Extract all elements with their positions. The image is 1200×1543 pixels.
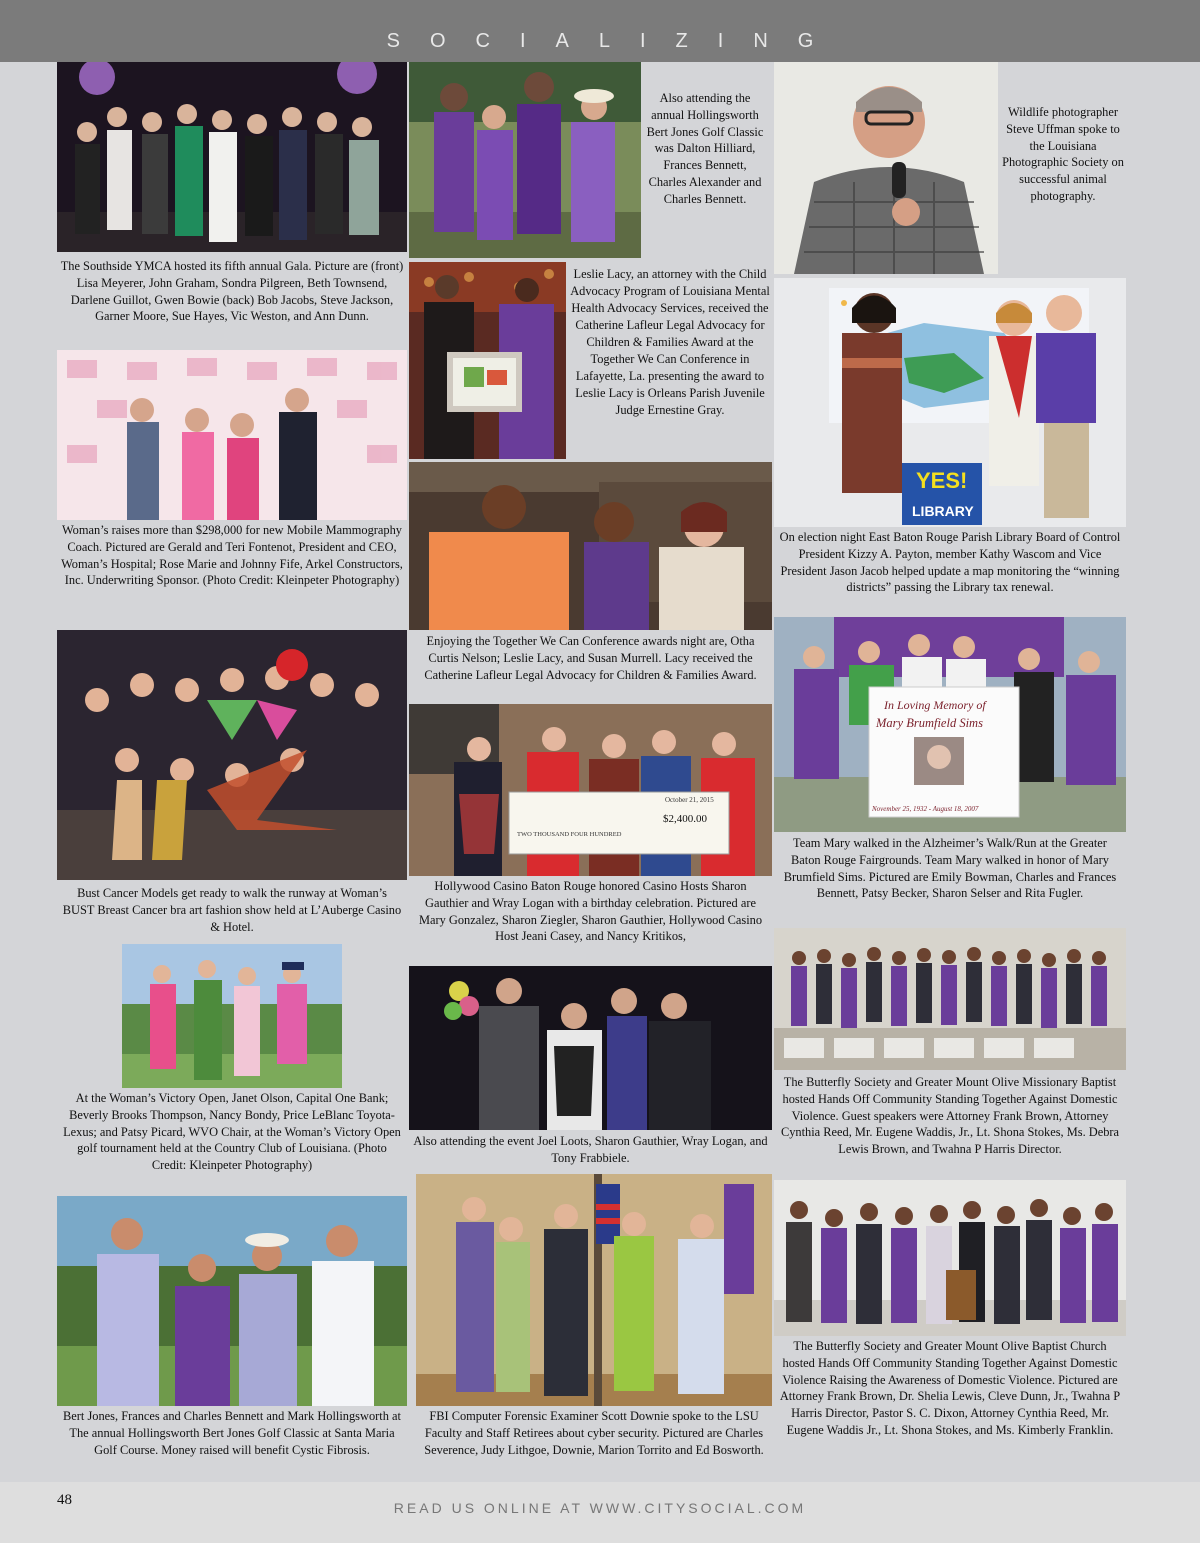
photo-team-mary bbox=[774, 617, 1126, 832]
banner-dates: November 25, 1932 - August 18, 2007 bbox=[872, 805, 979, 813]
photo-womans-mammography bbox=[57, 350, 407, 520]
photo-butterfly-society-2 bbox=[774, 1180, 1126, 1336]
caption-womans-mammography: Woman’s raises more than $298,000 for new Mobile Mammography Coach. Pictured are Gerald and Teri Fontenot, President and CEO, Woman’s Hospital; Rose Marie and Johnny Fife, Arkel Constructors, Inc. Underwriting Sponsor. (Photo Credit: Kleinpeter Photography) bbox=[61, 523, 403, 588]
photo-ymca-gala bbox=[57, 62, 407, 252]
page-number: 48 bbox=[57, 1492, 72, 1508]
caption-butterfly-society-1: The Butterfly Society and Greater Mount Olive Missionary Baptist hosted Hands Off Community Standing Together Against Domestic Violence. Guest speakers were Attorney Frank Brown, Attorney Cynthia Reed, Mr. Eugene Waddis, Jr., Lt. Shona Stokes, Ms. Debra Lewis Brown, and Twahna P Harris Director. bbox=[780, 1075, 1120, 1157]
photo-hollingsworth-golf bbox=[409, 62, 641, 258]
banner-line-1: In Loving Memory of bbox=[884, 698, 986, 712]
caption-bert-jones-golf: Bert Jones, Frances and Charles Bennett and Mark Hollingsworth at The annual Hollingsworth Bert Jones Golf Classic at Santa Maria Golf Course. Money raised will benefit Cystic Fibrosis. bbox=[63, 1409, 401, 1457]
caption-bust-cancer: Bust Cancer Models get ready to walk the runway at Woman’s BUST Breast Cancer bra art fashion show held at L’Auberge Casino & Hotel. bbox=[62, 886, 402, 934]
caption-together-we-can: Enjoying the Together We Can Conference awards night are, Otha Curtis Nelson; Leslie Lacy, and Susan Murrell. Lacy received the Catherine Lafleur Legal Advocacy for Children & Families Award. bbox=[424, 634, 757, 682]
photo-bert-jones-golf bbox=[57, 1196, 407, 1406]
photo-fbi-forensic bbox=[416, 1174, 772, 1406]
footer-bar bbox=[0, 1482, 1200, 1543]
section-title: SOCIALIZING bbox=[386, 30, 844, 52]
check-amount: $2,400.00 bbox=[663, 813, 707, 825]
caption-hollingsworth-golf: Also attending the annual Hollingsworth Bert Jones Golf Classic was Dalton Hilliard, Frances Bennett, Charles Alexander and Charles Bennett. bbox=[646, 91, 764, 206]
caption-joel-loots: Also attending the event Joel Loots, Sharon Gauthier, Wray Logan, and Tony Frabbiele. bbox=[413, 1134, 768, 1165]
photo-bust-cancer bbox=[57, 630, 407, 880]
caption-library-election: On election night East Baton Rouge Parish Library Board of Control President Kizzy A. Payton, member Kathy Wascom and Vice President Jason Jacob helped update a map monitoring the “winning districts” passing the Library tax renewal. bbox=[779, 530, 1121, 595]
caption-wildlife-photographer: Wildlife photographer Steve Uffman spoke to the Louisiana Photographic Society on successful animal photography. bbox=[1002, 105, 1124, 203]
caption-ymca-gala: The Southside YMCA hosted its fifth annual Gala. Picture are (front) Lisa Meyerer, John Graham, Sondra Pilgreen, Beth Townsend, Darlene Guillot, Gwen Bowie (back) Bob Jacobs, Steve Jackson, Garner Moore, Sue Hayes, Vic Weston, and Ann Dunn. bbox=[60, 259, 404, 324]
check-written-amount: TWO THOUSAND FOUR HUNDRED bbox=[517, 831, 622, 838]
left-margin-panel bbox=[0, 62, 57, 1482]
photo-wildlife-photographer bbox=[774, 62, 998, 274]
photo-hollywood-casino bbox=[409, 704, 772, 876]
library-sign-text: LIBRARY bbox=[912, 503, 974, 519]
caption-butterfly-society-2: The Butterfly Society and Greater Mount Olive Baptist Church hosted Hands Off Community Standing Together Against Domestic Violence Raising the Awareness of Domestic Violence. Pictured are Attorney Frank Brown, Dr. Shelia Lewis, Cleve Dunn, Jr., Twahna P Harris Director, Pastor S. C. Dixon, Attorney Cynthia Reed, Mr. Eugene Waddis Jr., Lt. Shona Stokes, and Ms. Kimberly Franklin. bbox=[779, 1339, 1121, 1437]
caption-victory-open: At the Woman’s Victory Open, Janet Olson, Capital One Bank; Beverly Brooks Thompson, Nancy Bondy, Price LeBlanc Toyota-Lexus; and Patsy Picard, WVO Chair, at the Woman’s Victory Open golf tournament held at the Country Club of Louisiana. (Photo Credit: Kleinpeter Photography) bbox=[63, 1091, 401, 1173]
photo-together-we-can bbox=[409, 462, 772, 630]
caption-fbi-forensic: FBI Computer Forensic Examiner Scott Downie spoke to the LSU Faculty and Staff Retirees about cyber security. Pictured are Charles Severence, Judy Lithgoe, Downie, Marion Torrito and Ed Bosworth. bbox=[424, 1409, 764, 1457]
photo-library-election bbox=[774, 278, 1126, 527]
photo-victory-open bbox=[122, 944, 342, 1088]
caption-leslie-lacy-award: Leslie Lacy, an attorney with the Child Advocacy Program of Louisiana Mental Health Advocacy Services, received the Catherine Lafleur Legal Advocacy for Children & Families Award at the Together We Can Conference in Lafayette, La. presenting the award to Leslie Lacy is Orleans Parish Juvenile Judge Ernestine Gray. bbox=[570, 267, 770, 417]
caption-team-mary: Team Mary walked in the Alzheimer’s Walk/Run at the Greater Baton Rouge Fairgrounds. Team Mary walked in honor of Mary Brumfield Sims. Pictured are Emily Bowman, Charles and Frances Bennett, Patsy Becker, Sharon Selser and Rita Fugler. bbox=[783, 836, 1117, 901]
photo-leslie-lacy-award bbox=[409, 262, 566, 459]
caption-hollywood-casino: Hollywood Casino Baton Rouge honored Casino Hosts Sharon Gauthier and Wray Logan with a birthday celebration. Pictured are Mary Gonzalez, Sharon Ziegler, Sharon Gauthier, Hollywood Casino Host Jeani Casey, and Nancy Kritikos, bbox=[418, 879, 763, 944]
photo-butterfly-society-1 bbox=[774, 928, 1126, 1070]
header-bar bbox=[0, 0, 1200, 62]
check-date: October 21, 2015 bbox=[665, 796, 714, 804]
banner-line-2: Mary Brumfield Sims bbox=[876, 716, 983, 730]
yes-sign-text: YES! bbox=[916, 468, 968, 493]
footer-tagline: READ US ONLINE AT WWW.CITYSOCIAL.COM bbox=[393, 1500, 807, 1516]
photo-joel-loots bbox=[409, 966, 772, 1130]
right-margin-panel bbox=[1128, 62, 1200, 1482]
